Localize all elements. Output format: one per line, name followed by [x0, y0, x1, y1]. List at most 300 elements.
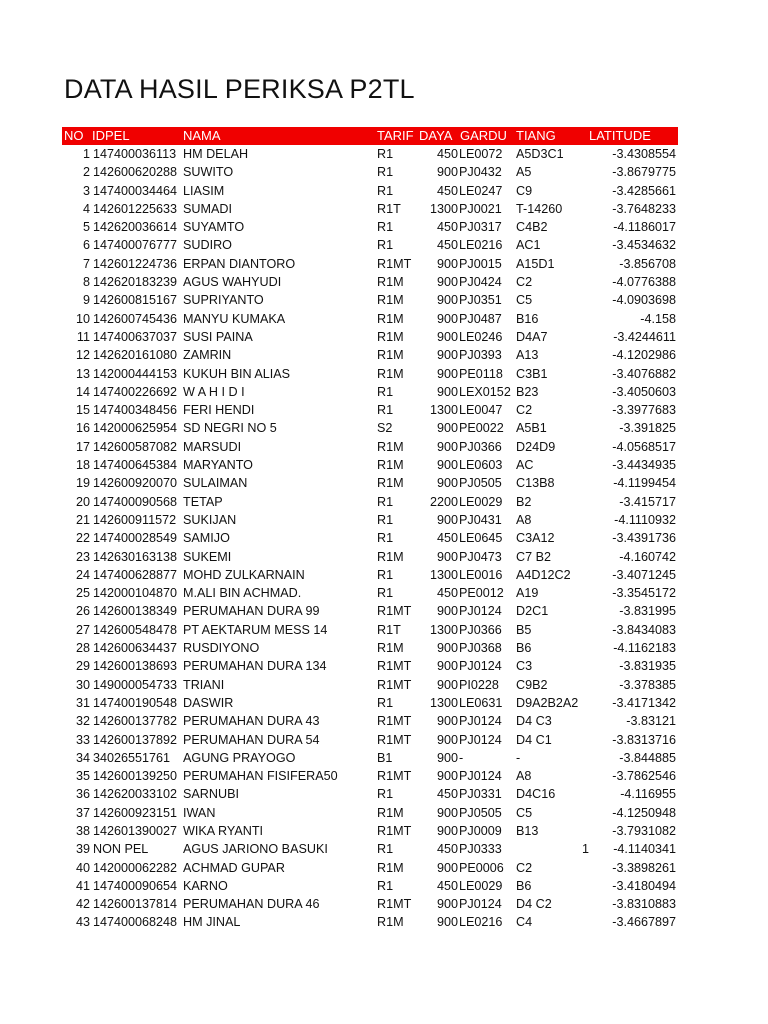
- cell-no: 16: [75, 421, 90, 436]
- cell-tiang: C5: [516, 293, 533, 308]
- cell-tiang: D4 C3: [516, 714, 552, 729]
- table-row: [62, 163, 678, 181]
- cell-idpel: 142600137782: [93, 714, 178, 729]
- table-row: [62, 273, 678, 291]
- cell-daya: 900: [436, 512, 458, 527]
- cell-tarif: R1M: [377, 329, 404, 344]
- cell-idpel: 142600137892: [93, 732, 178, 747]
- header-tarif: TARIF: [377, 128, 414, 143]
- cell-daya: 900: [436, 860, 458, 875]
- cell-daya: 1300: [429, 201, 458, 216]
- cell-no: 10: [75, 311, 90, 326]
- cell-tarif: R1: [377, 512, 394, 527]
- cell-no: 21: [75, 512, 90, 527]
- cell-idpel: 142000444153: [93, 366, 178, 381]
- cell-no: 6: [82, 238, 90, 253]
- table-row: [62, 804, 678, 822]
- cell-idpel: 147400090568: [93, 494, 178, 509]
- cell-gardu: LE0029: [459, 878, 503, 893]
- cell-no: 26: [75, 604, 90, 619]
- cell-gardu: LE0047: [459, 403, 503, 418]
- cell-nama: AGUS WAHYUDI: [183, 275, 282, 290]
- cell-tiang: A13: [516, 348, 539, 363]
- cell-tiang: A19: [516, 586, 539, 601]
- table-row: [62, 548, 678, 566]
- cell-no: 3: [82, 183, 90, 198]
- cell-latitude: -3.8679775: [612, 165, 676, 180]
- cell-idpel: 147400628877: [93, 567, 178, 582]
- cell-latitude: -4.158: [640, 311, 676, 326]
- cell-tiang: B6: [516, 641, 532, 656]
- cell-latitude: -3.8310883: [612, 897, 676, 912]
- cell-daya: 2200: [429, 494, 458, 509]
- cell-no: 43: [75, 915, 90, 930]
- cell-idpel: 142600138693: [93, 659, 178, 674]
- cell-idpel: 142601224736: [93, 256, 178, 271]
- table-row: [62, 621, 678, 639]
- cell-tiang: C9: [516, 183, 533, 198]
- cell-idpel: 142000062282: [93, 860, 178, 875]
- cell-tiang: AC: [516, 458, 534, 473]
- cell-nama: FERI HENDI: [183, 403, 255, 418]
- cell-latitude: -3.3898261: [612, 860, 676, 875]
- cell-tarif: R1MT: [377, 677, 412, 692]
- cell-daya: 450: [436, 147, 458, 161]
- cell-daya: 900: [436, 256, 458, 271]
- cell-gardu: PJ0351: [459, 293, 502, 308]
- cell-idpel: 142000104870: [93, 586, 178, 601]
- table-row: [62, 676, 678, 694]
- cell-tarif: R1: [377, 238, 394, 253]
- cell-tiang: C3A12: [516, 531, 555, 546]
- cell-no: 15: [75, 403, 90, 418]
- cell-idpel: 142600139250: [93, 769, 178, 784]
- table-row: [62, 255, 678, 273]
- cell-daya: 1300: [429, 567, 458, 582]
- cell-gardu: PE0022: [459, 421, 504, 436]
- cell-daya: 900: [436, 641, 458, 656]
- cell-no: 42: [75, 897, 90, 912]
- cell-nama: AGUS JARIONO BASUKI: [183, 842, 328, 857]
- cell-tiang: D4 C2: [516, 897, 552, 912]
- cell-daya: 900: [436, 769, 458, 784]
- table-row: [62, 328, 678, 346]
- cell-daya: 450: [436, 878, 458, 893]
- cell-nama: LIASIM: [183, 183, 225, 198]
- cell-no: 31: [75, 695, 90, 710]
- cell-tarif: R1M: [377, 311, 404, 326]
- table-row: [62, 346, 678, 364]
- cell-idpel: 147400190548: [93, 695, 178, 710]
- cell-tarif: R1: [377, 567, 394, 582]
- cell-gardu: PJ0424: [459, 275, 502, 290]
- cell-idpel: 34026551761: [93, 750, 171, 765]
- cell-no: 28: [75, 641, 90, 656]
- cell-no: 34: [75, 750, 90, 765]
- cell-nama: PERUMAHAN DURA 46: [183, 897, 320, 912]
- cell-no: 29: [75, 659, 90, 674]
- table-row: [62, 291, 678, 309]
- cell-tiang: A5B1: [516, 421, 547, 436]
- cell-gardu: PJ0124: [459, 897, 502, 912]
- cell-tarif: R1M: [377, 275, 404, 290]
- table-row: [62, 438, 678, 456]
- cell-latitude: -3.415717: [619, 494, 676, 509]
- cell-tarif: R1M: [377, 439, 404, 454]
- cell-idpel: 147400076777: [93, 238, 178, 253]
- cell-tiang: AC1: [516, 238, 541, 253]
- cell-latitude: -3.378385: [619, 677, 676, 692]
- cell-nama: SD NEGRI NO 5: [183, 421, 277, 436]
- cell-no: 24: [75, 567, 90, 582]
- cell-gardu: PJ0124: [459, 604, 502, 619]
- cell-tarif: B1: [377, 750, 393, 765]
- cell-nama: SUMADI: [183, 201, 232, 216]
- cell-gardu: LE0603: [459, 458, 503, 473]
- cell-daya: 900: [436, 549, 458, 564]
- header-idpel: IDPEL: [92, 128, 130, 143]
- cell-tarif: R1: [377, 147, 394, 161]
- cell-idpel: 142600138349: [93, 604, 178, 619]
- cell-tiang: B13: [516, 823, 539, 838]
- cell-gardu: LE0247: [459, 183, 503, 198]
- table-row: [62, 182, 678, 200]
- cell-idpel: 142600815167: [93, 293, 178, 308]
- cell-idpel: 142600137814: [93, 897, 178, 912]
- cell-tarif: R1M: [377, 805, 404, 820]
- cell-no: 25: [75, 586, 90, 601]
- cell-tiang: C2: [516, 275, 533, 290]
- cell-daya: 900: [436, 732, 458, 747]
- table-row: [62, 566, 678, 584]
- cell-daya: 450: [436, 787, 458, 802]
- cell-tiang: C9B2: [516, 677, 548, 692]
- page-title: DATA HASIL PERIKSA P2TL: [64, 74, 415, 104]
- cell-gardu: PJ0505: [459, 476, 502, 491]
- cell-tiang: C3B1: [516, 366, 548, 381]
- cell-tiang: C4B2: [516, 220, 548, 235]
- cell-idpel: 142600548478: [93, 622, 178, 637]
- cell-tarif: R1: [377, 878, 394, 893]
- cell-tarif: R1: [377, 165, 394, 180]
- cell-tarif: R1MT: [377, 897, 412, 912]
- cell-tiang: C7 B2: [516, 549, 552, 564]
- cell-nama: PT AEKTARUM MESS 14: [183, 622, 328, 637]
- cell-latitude: -3.4391736: [612, 531, 676, 546]
- cell-latitude: -3.4244611: [613, 329, 676, 344]
- header-nama: NAMA: [183, 128, 221, 143]
- cell-tiang: T-14260: [516, 201, 563, 216]
- cell-idpel: 147400637037: [93, 329, 178, 344]
- cell-daya: 1300: [429, 622, 458, 637]
- cell-idpel: 142600920070: [93, 476, 178, 491]
- cell-tarif: R1M: [377, 366, 404, 381]
- cell-gardu: LE0072: [459, 147, 503, 161]
- cell-no: 17: [75, 439, 90, 454]
- cell-latitude: -4.1202986: [612, 348, 676, 363]
- cell-no: 11: [76, 329, 90, 344]
- cell-nama: ACHMAD GUPAR: [183, 860, 285, 875]
- cell-gardu: PJ0487: [459, 311, 502, 326]
- table-body: [62, 145, 678, 932]
- table-row: [62, 145, 678, 163]
- cell-nama: DASWIR: [183, 695, 234, 710]
- cell-tiang: -: [516, 750, 521, 765]
- cell-daya: 900: [436, 805, 458, 820]
- cell-gardu: LE0246: [459, 329, 503, 344]
- table-row: [62, 840, 678, 858]
- cell-latitude: -3.7862546: [612, 769, 676, 784]
- table-row: [62, 822, 678, 840]
- cell-tarif: R1M: [377, 458, 404, 473]
- cell-daya: 900: [436, 915, 458, 930]
- cell-gardu: PE0006: [459, 860, 504, 875]
- cell-idpel: 149000054733: [93, 677, 178, 692]
- cell-daya: 900: [436, 329, 458, 344]
- table-row: [62, 639, 678, 657]
- table-row: [62, 218, 678, 236]
- cell-idpel: 147400036113: [93, 147, 177, 161]
- cell-tarif: R1MT: [377, 769, 412, 784]
- cell-tarif: R1M: [377, 293, 404, 308]
- cell-gardu: PJ0368: [459, 641, 502, 656]
- table-row: [62, 657, 678, 675]
- cell-tiang: B16: [516, 311, 539, 326]
- cell-gardu: PJ0505: [459, 805, 502, 820]
- table-row: [62, 785, 678, 803]
- cell-nama: MANYU KUMAKA: [183, 311, 286, 326]
- cell-daya: 900: [436, 348, 458, 363]
- cell-idpel: 142600634437: [93, 641, 178, 656]
- table-row: [62, 511, 678, 529]
- cell-daya: 900: [436, 897, 458, 912]
- cell-idpel: 142620036614: [93, 220, 178, 235]
- table-row: [62, 877, 678, 895]
- cell-tarif: R1: [377, 220, 394, 235]
- cell-no: 19: [75, 476, 90, 491]
- cell-daya: 900: [436, 458, 458, 473]
- cell-no: 36: [75, 787, 90, 802]
- cell-daya: 900: [436, 476, 458, 491]
- cell-tiang: D4C16: [516, 787, 556, 802]
- data-table: [62, 127, 678, 932]
- cell-tarif: R1: [377, 531, 394, 546]
- table-header: [62, 127, 678, 145]
- header-latitude: LATITUDE: [589, 128, 651, 143]
- cell-no: 39: [75, 842, 90, 857]
- table-row: [62, 529, 678, 547]
- cell-daya: 450: [436, 183, 458, 198]
- cell-no: 38: [75, 823, 90, 838]
- cell-nama: SUSI PAINA: [183, 329, 253, 344]
- cell-nama: SAMIJO: [183, 531, 230, 546]
- cell-nama: SARNUBI: [183, 787, 239, 802]
- cell-tarif: R1M: [377, 915, 404, 930]
- cell-daya: 1300: [429, 695, 458, 710]
- cell-idpel: 147400645384: [93, 458, 178, 473]
- cell-nama: KARNO: [183, 878, 228, 893]
- cell-tiang: B23: [516, 384, 539, 399]
- table-row: [62, 913, 678, 931]
- cell-idpel: 142620033102: [93, 787, 178, 802]
- cell-no: 13: [75, 366, 90, 381]
- cell-idpel: NON PEL: [93, 842, 149, 857]
- table-row: [62, 749, 678, 767]
- table-row: [62, 584, 678, 602]
- cell-daya: 900: [436, 659, 458, 674]
- cell-nama: SULAIMAN: [183, 476, 248, 491]
- cell-tiang: A4D12C2: [516, 567, 571, 582]
- cell-latitude: -3.4667897: [612, 915, 676, 930]
- cell-latitude: -3.4285661: [612, 183, 676, 198]
- table-row: [62, 200, 678, 218]
- cell-daya: 900: [436, 384, 458, 399]
- cell-nama: HM DELAH: [183, 147, 249, 161]
- cell-tiang: C13B8: [516, 476, 555, 491]
- cell-nama: RUSDIYONO: [183, 641, 260, 656]
- cell-gardu: PJ0015: [459, 256, 502, 271]
- cell-no: 9: [82, 293, 90, 308]
- cell-gardu: PJ0124: [459, 714, 502, 729]
- cell-idpel: 147400090654: [93, 878, 178, 893]
- cell-gardu: PE0012: [459, 586, 504, 601]
- table-row: [62, 859, 678, 877]
- table-row: [62, 602, 678, 620]
- cell-no: 22: [75, 531, 90, 546]
- cell-gardu: PJ0124: [459, 769, 502, 784]
- table-row: [62, 456, 678, 474]
- header-no: NO: [64, 128, 84, 143]
- cell-idpel: 142600911572: [93, 512, 177, 527]
- cell-idpel: 142620161080: [93, 348, 178, 363]
- cell-tarif: R1: [377, 183, 394, 198]
- cell-tarif: R1MT: [377, 823, 412, 838]
- cell-nama: IWAN: [183, 805, 216, 820]
- cell-nama: AGUNG PRAYOGO: [183, 750, 296, 765]
- table-row: [62, 419, 678, 437]
- cell-nama: TRIANI: [183, 677, 225, 692]
- cell-no: 23: [75, 549, 90, 564]
- cell-tarif: R1T: [377, 201, 401, 216]
- cell-tarif: R1: [377, 586, 394, 601]
- cell-latitude: -3.391825: [619, 421, 676, 436]
- cell-no: 37: [75, 805, 90, 820]
- table-row: [62, 383, 678, 401]
- table-row: [62, 895, 678, 913]
- cell-gardu: PJ0431: [459, 512, 502, 527]
- cell-tarif: R1: [377, 403, 394, 418]
- cell-no: 8: [82, 275, 90, 290]
- cell-daya: 900: [436, 293, 458, 308]
- cell-gardu: PJ0331: [459, 787, 502, 802]
- cell-nama: MARSUDI: [183, 439, 242, 454]
- cell-daya: 450: [436, 586, 458, 601]
- cell-no: 14: [75, 384, 90, 399]
- cell-tiang: D4A7: [516, 329, 548, 344]
- cell-latitude: -4.160742: [619, 549, 676, 564]
- cell-idpel: 142600745436: [93, 311, 178, 326]
- cell-nama: W A H I D I: [183, 384, 245, 399]
- cell-latitude: -3.4308554: [612, 147, 676, 161]
- cell-tiang: C4: [516, 915, 533, 930]
- cell-nama: ERPAN DIANTORO: [183, 256, 296, 271]
- cell-daya: 900: [436, 421, 458, 436]
- cell-tarif: R1M: [377, 641, 404, 656]
- cell-latitude: -4.0568517: [612, 439, 676, 454]
- cell-gardu: PJ0366: [459, 622, 502, 637]
- cell-nama: SUDIRO: [183, 238, 232, 253]
- cell-gardu: PJ0124: [459, 659, 502, 674]
- cell-tiang: C2: [516, 860, 533, 875]
- cell-daya: 900: [436, 714, 458, 729]
- cell-tiang: B2: [516, 494, 532, 509]
- cell-latitude: -3.4534632: [612, 238, 676, 253]
- cell-latitude: -3.4050603: [612, 384, 676, 399]
- cell-no: 35: [75, 769, 90, 784]
- cell-daya: 900: [436, 165, 458, 180]
- table-row: [62, 493, 678, 511]
- cell-latitude: -3.844885: [619, 750, 676, 765]
- cell-nama: PERUMAHAN DURA 43: [183, 714, 320, 729]
- cell-idpel: 142000625954: [93, 421, 178, 436]
- cell-tiang: A5D3C1: [516, 147, 564, 161]
- cell-latitude: -3.83121: [626, 714, 676, 729]
- cell-nama: MARYANTO: [183, 458, 253, 473]
- cell-daya: 900: [436, 439, 458, 454]
- cell-gardu: PJ0021: [459, 201, 502, 216]
- cell-tiang: A15D1: [516, 256, 555, 271]
- cell-idpel: 142630163138: [93, 549, 178, 564]
- cell-latitude: -4.116955: [620, 787, 676, 802]
- cell-idpel: 147400028549: [93, 531, 178, 546]
- table-row: [62, 365, 678, 383]
- cell-nama: PERUMAHAN DURA 99: [183, 604, 320, 619]
- cell-daya: 900: [436, 823, 458, 838]
- cell-tarif: R1: [377, 842, 394, 857]
- cell-no: 4: [82, 201, 90, 216]
- cell-daya: 900: [436, 677, 458, 692]
- cell-tiang: B5: [516, 622, 532, 637]
- cell-gardu: PJ0366: [459, 439, 502, 454]
- cell-idpel: 147400348456: [93, 403, 178, 418]
- cell-tarif: R1MT: [377, 659, 412, 674]
- cell-no: 18: [75, 458, 90, 473]
- cell-tiang: C2: [516, 403, 533, 418]
- cell-tarif: R1M: [377, 860, 404, 875]
- cell-tiang: D2C1: [516, 604, 549, 619]
- cell-daya: 450: [436, 842, 458, 857]
- cell-daya: 900: [436, 311, 458, 326]
- cell-no: 32: [75, 714, 90, 729]
- cell-latitude: -4.1250948: [612, 805, 676, 820]
- cell-latitude: -3.3977683: [612, 403, 676, 418]
- cell-no: 27: [75, 622, 90, 637]
- cell-tarif: R1MT: [377, 714, 412, 729]
- cell-tarif: R1: [377, 384, 394, 399]
- cell-latitude: -3.4171342: [612, 695, 676, 710]
- cell-gardu: LE0645: [459, 531, 503, 546]
- cell-tarif: R1M: [377, 476, 404, 491]
- cell-latitude: -4.1110932: [614, 512, 676, 527]
- cell-no: 33: [75, 732, 90, 747]
- cell-idpel: 147400034464: [93, 183, 178, 198]
- cell-nama: SUWITO: [183, 165, 234, 180]
- cell-gardu: LE0216: [459, 915, 503, 930]
- cell-latitude: -4.1140341: [613, 842, 676, 857]
- cell-no: 5: [82, 220, 90, 235]
- cell-gardu: -: [459, 750, 464, 765]
- cell-tarif: R1MT: [377, 604, 412, 619]
